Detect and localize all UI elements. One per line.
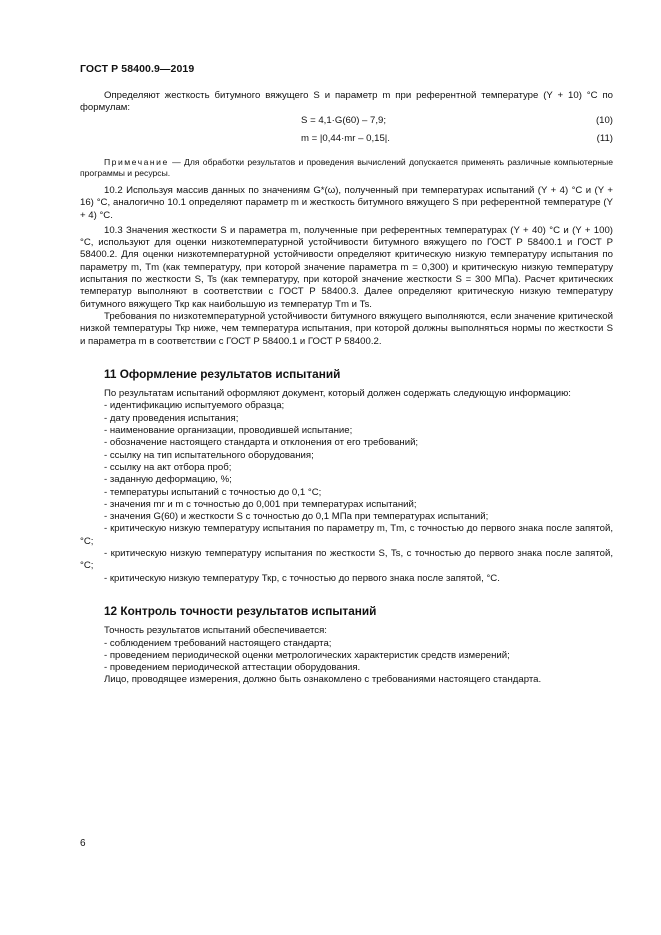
intro-paragraph: Определяют жесткость битумного вяжущего S и параметр m при референтной температуре (Y + 10) °С по формулам: <box>80 90 613 114</box>
note-label: Примечание <box>104 156 169 167</box>
list-item: - критическую низкую температуру испытания по жесткости S, Ts, с точностью до первого знака после запятой, °С; <box>80 548 613 572</box>
list-item: - ссылку на акт отбора проб; <box>104 461 232 473</box>
formula-11 <box>80 133 613 147</box>
section-12-intro: Точность результатов испытаний обеспечивается: <box>104 625 327 637</box>
page-number: 6 <box>80 838 86 849</box>
section-12-list <box>80 638 613 675</box>
section-12-title: 12 Контроль точности результатов испытаний <box>104 603 377 618</box>
list-item: - значения mr и m с точностью до 0,001 при температурах испытаний; <box>104 498 417 510</box>
formula-number: (10) <box>595 114 613 126</box>
paragraph-10-2: 10.2 Используя массив данных по значениям G*(ω), полученный при температурах испытаний (Y + 4) °С и (Y + 16) °С, аналогично 10.1 определяют параметр m и жесткость битумного вяжущего S при референтной температуре (Y + 4) °С. <box>80 185 613 221</box>
section-11-list <box>80 400 613 584</box>
list-item: - температуры испытаний с точностью до 0,1 °С; <box>104 486 322 498</box>
formula-number: (11) <box>596 132 613 144</box>
list-item: - наименование организации, проводившей испытание; <box>104 425 353 437</box>
list-item: - обозначение настоящего стандарта и отклонения от его требований; <box>104 437 419 449</box>
note-text: — Для обработки результатов и проведения вычислений допускается применять различные компьютерные программы и ресурсы. <box>80 156 613 178</box>
list-item: - критическую низкую температуру Ткр, с точностью до первого знака после запятой, °С. <box>104 572 500 584</box>
page-content <box>80 90 613 687</box>
list-item: - соблюдением требований настоящего стандарта; <box>104 637 332 649</box>
list-item: - значения G(60) и жесткости S с точностью до 0,1 МПа при температурах испытаний; <box>104 511 489 523</box>
document-header: ГОСТ Р 58400.9—2019 <box>80 63 195 75</box>
paragraph-requirements: Требования по низкотемпературной устойчивости битумного вяжущего выполняются, если значение критической низкой температуры Ткр ниже, чем температура испытания, при которой должны выполняться нормы по жесткости S и параметра m в соответствии с ГОСТ Р 58400.1 и ГОСТ Р 58400.2. <box>80 310 613 347</box>
section-11-title: 11 Оформление результатов испытаний <box>104 366 341 381</box>
list-item: - проведением периодической аттестации оборудования. <box>104 662 361 674</box>
section-12-closing: Лицо, проводящее измерения, должно быть ознакомлено с требованиями настоящего стандарта. <box>104 674 542 686</box>
list-item: - проведением периодической оценки метрологических характеристик средств измерений; <box>104 649 510 661</box>
formula-10 <box>80 115 613 129</box>
list-item: - идентификацию испытуемого образца; <box>104 400 285 412</box>
list-item: - критическую низкую температуру испытания по параметру m, Tm, с точностью до первого знака после запятой, °С; <box>80 523 613 547</box>
list-item: - дату проведения испытания; <box>104 412 239 424</box>
note <box>80 157 613 179</box>
section-11-intro: По результатам испытаний оформляют документ, который должен содержать следующую информацию: <box>104 388 571 400</box>
formula-expression: m = |0,44·mr – 0,15|. <box>301 132 390 144</box>
list-item: - заданную деформацию, %; <box>104 474 232 486</box>
list-item: - ссылку на тип испытательного оборудования; <box>104 449 314 461</box>
formula-expression: S = 4,1·G(60) – 7,9; <box>301 114 387 126</box>
paragraph-10-3: 10.3 Значения жесткости S и параметра m, полученные при референтных температурах (Y + 40) °С и (Y + 100) °С, используют для оценки низкотемпературной устойчивости битумного вяжущего по ГОСТ Р 58400.1 и ГОСТ Р 58400.2. Для оценки низкотемпературной устойчивости определяют критическую низкую температуру испытания по параметру m, Tm (как температуру, при которой значение параметра m = 0,300) и критическую низкую температуру испытания по жесткости S, Ts (как температуру, при которой значение жесткости S = 300 МПа). Расчет критических температур выполняют в соответствии с ГОСТ Р 58400.3. Далее определяют критическую низкую температуру битумного вяжущего Ткр как наибольшую из температур Tm и Ts. <box>80 224 613 310</box>
